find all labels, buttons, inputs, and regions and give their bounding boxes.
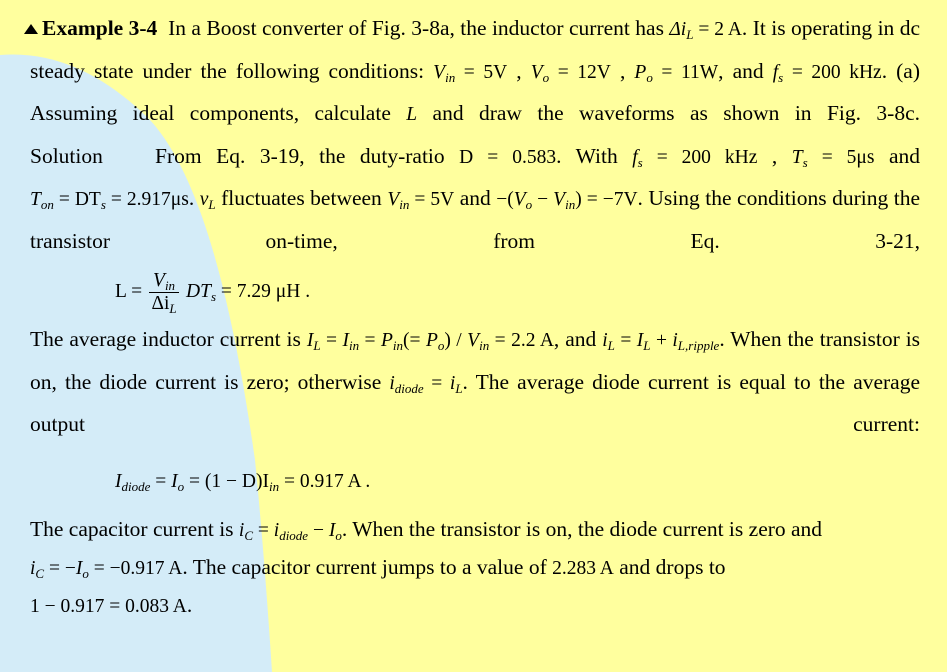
po-expr: $P_o = 11W$ bbox=[634, 61, 719, 85]
capacitor-current-paragraph: The capacitor current is $i_C = i_{diode} - I_o$. When the transistor is on, the diode current is zero and $i_C = -I_o = -0.917$ A. The capacitor current jumps to a value of 2.283 A and drops to 1 − 0.917 = 0.083 A. bbox=[30, 516, 823, 617]
average-inductor-paragraph: The average inductor current is $I_L = I_{in} = P_{in}(= P_o) / V_{in} = 2.2$ A, and $i_L = I_L + i_{L,ripple}$. When the transistor is on, the diode current is zero; otherwise $i_{diode} = i_L$. The average diode current is equal to the average output current: bbox=[30, 327, 921, 436]
diode-current-equation: $I_{diode} = I_o = (1 - D)I_{in} = 0.917$ A . bbox=[115, 470, 371, 494]
L-symbol: L bbox=[406, 104, 418, 125]
example-label: Example 3-4 bbox=[42, 16, 158, 40]
ton-expr: $T_{on} = DT_s = 2.917\mu s$ bbox=[30, 189, 189, 212]
vin-over-delta-il-fraction: $\frac{V_{in}}{\Delta i_L}$ bbox=[151, 269, 177, 316]
triangle-bullet-icon bbox=[24, 24, 38, 34]
capacitor-drop-expr: 1 − 0.917 = 0.083 A bbox=[30, 595, 187, 617]
fs-expr: $f_s = 200$ kHz bbox=[772, 61, 882, 85]
negative-voltage-expr: $-(V_o - V_{in}) = -7V$ bbox=[496, 189, 638, 212]
solution-paragraph: Solution From Eq. 3-19, the duty-ratio D = 0.583. With $f_s = 200$ kHz , $T_s = 5\mu s$ and $T_{on} = DT_s = 2.917\mu s$. $v_L$ fluctuates between $V_{in} = 5V$ and $-(V_o - V_{in}) = -7V$. Using the conditions during the transistor on-time, from Eq. 3-21, bbox=[30, 136, 920, 262]
vin-value-expr: $V_{in} = 5V$ bbox=[387, 189, 455, 212]
capacitor-on-expr: $i_C = -I_o = -0.917$ A bbox=[30, 557, 183, 581]
vl-symbol: $v_L$ bbox=[199, 189, 216, 212]
inductance-equation: L = $\frac{V_{in}}{\Delta i_L}$ $DT_s = 7.29$ μH . bbox=[115, 269, 311, 316]
ts-value-expr: $T_s = 5\mu s$ bbox=[791, 146, 875, 170]
slide-content bbox=[30, 8, 920, 625]
capacitor-current-expr: $i_C = i_{diode} - I_o$ bbox=[238, 519, 342, 543]
duty-ratio-expr: D = 0.583 bbox=[459, 146, 557, 168]
capacitor-jump-value: 2.283 A bbox=[552, 557, 614, 579]
vin-expr: $V_{in} = 5V$ bbox=[433, 61, 508, 85]
vo-expr: $V_o = 12V$ bbox=[530, 61, 611, 85]
solution-label: Solution bbox=[30, 143, 103, 168]
example-statement: Example 3-4 In a Boost converter of Fig. 3-8a, the inductor current has $\Delta i_L = 2$ A. It is operating in dc steady state under the following conditions: $V_{in} = 5V$ , $V_o = 12V$ , $P_o = 11W$, and $f_s = 200$ kHz. (a) Assuming ideal components, calculate L and draw the waveforms as shown in Fig. 3-8c. bbox=[30, 8, 920, 136]
inductor-ripple-expr: $i_L = I_L + i_{L,ripple}$ bbox=[602, 330, 720, 353]
fs-value-expr: $f_s = 200$ kHz bbox=[632, 146, 758, 170]
delta-il-expr: $\Delta i_L = 2$ A bbox=[669, 19, 742, 42]
diode-current-expr: $i_{diode} = i_L$ bbox=[389, 372, 463, 396]
average-inductor-expr: $I_L = I_{in} = P_{in}(= P_o) / V_{in} = 2.2$ A bbox=[306, 330, 554, 353]
